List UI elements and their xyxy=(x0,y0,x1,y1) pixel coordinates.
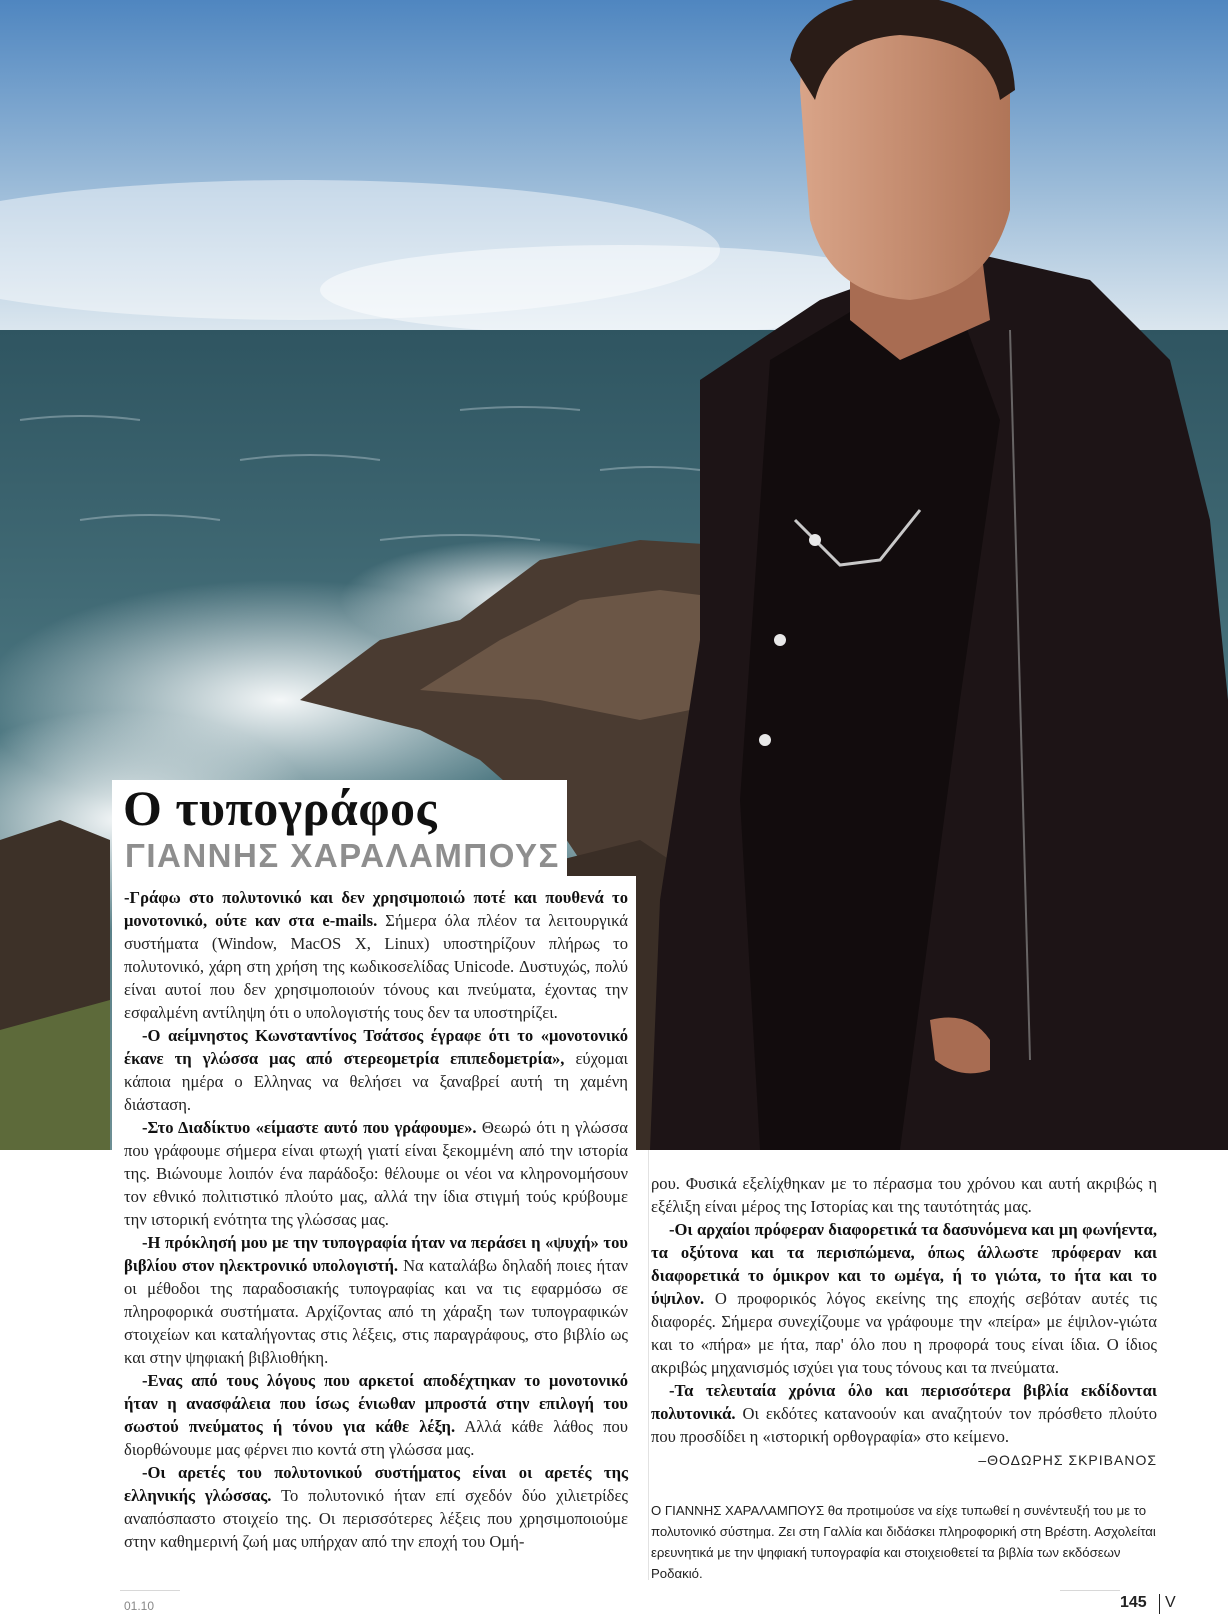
paragraph-8 xyxy=(651,1379,1157,1448)
paragraph-6-continued: ρου. Φυσικά εξελίχθηκαν με το πέρασμα του χρόνου και αυτή ακριβώς η εξέλιξη είναι μέρος της Ιστορίας και της ταυτότητάς μας. xyxy=(651,1174,1157,1216)
paragraph-6 xyxy=(124,1461,628,1553)
paragraph-body: Σήμερα όλα πλέον τα λειτουργικά συστήματα (Window, MacOS X, Linux) υποστηρίζουν πλήρως το πολυτονικό, χάρη στη χρήση της κωδικοσελίδας Unicode. Δυστυχώς, πολύ είναι αυτοί που δεν χρησιμοποιούν τόνους και πνεύματα, έχοντας την εσφαλμένη αντίληψη ότι ο υπολογιστής τους δεν τα υποστηρίζει. xyxy=(124,911,628,1022)
paragraph-body: Ο προφορικός λόγος εκείνης της εποχής σεβόταν αυτές τις διαφορές. Σήμερα συνεχίζουμε να γράφουμε την «πείρα» με έψιλον-γιώτα και το «πήρα» με ήτα, παρ' όλο που η προφορά τους είναι ίδια. Ο ίδιος ακριβώς μηχανισμός ισχύει για τους τόνους και τα πνεύματα. xyxy=(651,1289,1157,1377)
paragraph-lead: -Ο αείμνηστος Κωνσταντίνος Τσάτσος έγραφε ότι το «μονοτονικό έκανε τη γλώσσα μας από στερεομετρία επιπεδομετρία», xyxy=(124,1026,628,1068)
paragraph-2 xyxy=(124,1024,628,1116)
paragraph-body: Το πολυτονικό ήταν επί σχεδόν δύο χιλιετρίδες αναπόσπαστο στοιχείο της. Οι περισσότερες λέξεις που χρησιμοποιούμε στην καθημερινή ζωή μας υπήρχαν από την εποχή του Ομή- xyxy=(124,1486,628,1551)
paragraph-body: Αλλά κάθε λάθος που διορθώνουμε μας φέρνει πιο κοντά στη γλώσσα μας. xyxy=(124,1417,628,1459)
paragraph-body: Να καταλάβω δηλαδή ποιες ήταν οι μέθοδοι της παραδοσιακής τυπογραφίας και να τις εφαρμόσω σε πληροφορικά συστήματα. Αρχίζοντας από τη χάραξη των τυπογραφικών στοιχείων και καταλήγοντας στις λέξεις, στις παραγράφους, στο βιβλίο ως και στην ψηφιακή βιβλιοθήκη. xyxy=(124,1256,629,1367)
article-column-right xyxy=(648,1150,1163,1580)
paragraph-body: εύχομαι κάποια ημέρα ο Ελληνας να θελήσει να ξαναβρεί αυτή τη χαμένη διάσταση. xyxy=(124,1049,628,1114)
section-mark: V xyxy=(1165,1594,1176,1611)
paragraph-lead: -Οι αρχαίοι πρόφεραν διαφορετικά τα δασυνόμενα και μη φωνήεντα, τα οξύτονα και τα περισπώμενα, όπως άλλωστε πρόφεραν και διαφορετικά το όμικρον και το ωμέγα, ή το γιώτα, το ήτα και το ύψιλον. xyxy=(651,1220,1157,1308)
paragraph-body: Θεωρώ ότι η γλώσσα που γράφουμε σήμερα είναι φτωχή γιατί είναι ξεκομμένη από την ιστορία της. Βιώνουμε λοιπόν ένα παράδοξο: θέλουμε οι νέοι να κληρονομήσουν τον εθνικό πολιτιστικό πλούτο μας, αλλά την ίδια στιγμή τούς κρύβουμε την ιστορική ενότητα της γλώσσας μας. xyxy=(124,1118,628,1229)
paragraph-lead: -Στο Διαδίκτυο «είμαστε αυτό που γράφουμε». xyxy=(142,1118,477,1137)
paragraph-3 xyxy=(124,1116,628,1231)
page-number: 145 xyxy=(1120,1594,1147,1611)
paragraph-5 xyxy=(124,1369,628,1461)
paragraph-lead: -Η πρόκλησή μου με την τυπογραφία ήταν να περάσει η «ψυχή» του βιβλίου στον ηλεκτρονικό υπολογιστή. xyxy=(124,1233,628,1275)
paragraph-lead: -Οι αρετές του πολυτονικού συστήματος είναι οι αρετές της ελληνικής γλώσσας. xyxy=(124,1463,628,1505)
author-signature: –ΘΟΔΩΡΗΣ ΣΚΡΙΒΑΝΟΣ xyxy=(978,1452,1157,1468)
footer-rule-left xyxy=(120,1590,180,1591)
paragraph-4 xyxy=(124,1231,628,1369)
footer-rule-right xyxy=(1060,1590,1120,1591)
headline: Ο τυπογράφος xyxy=(123,780,438,836)
paragraph-1 xyxy=(124,886,628,1024)
bio-box: Ο ΓΙΑΝΝΗΣ ΧΑΡΑΛΑΜΠΟΥΣ θα προτιμούσε να είχε τυπωθεί η συνέντευξή του με το πολυτονικό σύστημα. Ζει στη Γαλλία και διδάσκει πληροφορική στη Βρέστη. Ασχολείται ερευνητικά με την ψηφιακή τυπογραφία και στοιχειοθετεί τα βιβλία των εκδόσεων Ροδακιό. xyxy=(651,1503,1156,1581)
issue-date: 01.10 xyxy=(124,1599,155,1613)
page-separator xyxy=(1159,1594,1160,1614)
paragraph-lead: -Τα τελευταία χρόνια όλο και περισσότερα βιβλία εκδίδονται πολυτονικά. xyxy=(651,1381,1157,1423)
paragraph-7 xyxy=(651,1218,1157,1379)
paragraph-lead: -Ενας από τους λόγους που αρκετοί αποδέχτηκαν το μονοτονικό ήταν η ανασφάλεια που ίσως ένιωθαν μπροστά στην επιλογή του σωστού πνεύματος ή τόνου για κάθε λέξη. xyxy=(124,1371,628,1436)
article-column-left xyxy=(112,876,636,1591)
byline: ΓΙΑΝΝΗΣ ΧΑΡΑΛΑΜΠΟΥΣ xyxy=(125,837,560,874)
paragraph-body: Οι εκδότες κατανοούν και αναζητούν τον πρόσθετο πλούτο που προσδίδει η «ιστορική ορθογραφία» στο κείμενο. xyxy=(651,1404,1157,1446)
paragraph-lead: -Γράφω στο πολυτονικό και δεν χρησιμοποιώ ποτέ και πουθενά το μονοτονικό, ούτε καν στα e-mails. xyxy=(124,888,628,930)
